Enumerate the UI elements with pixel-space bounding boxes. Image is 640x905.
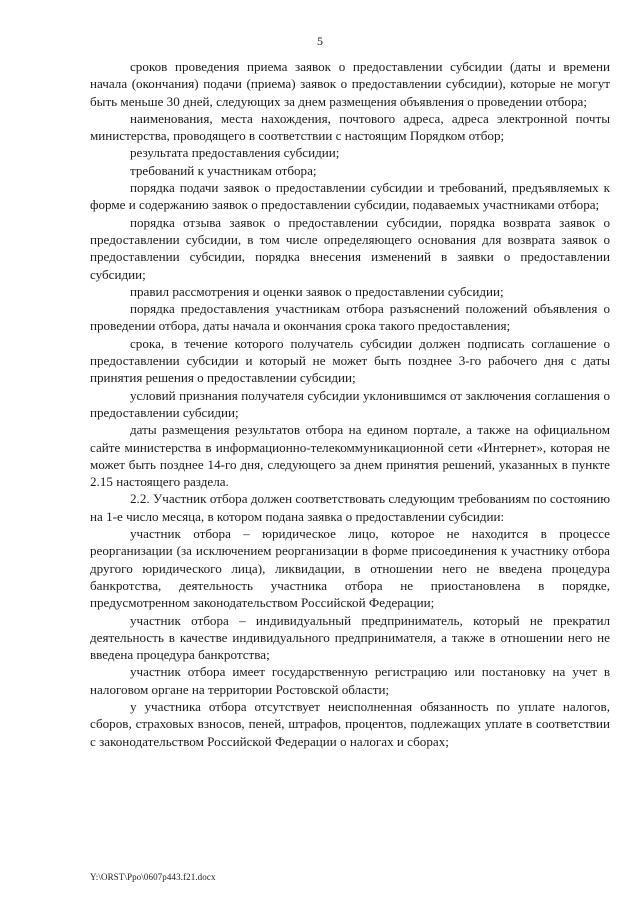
paragraph: порядка предоставления участникам отбора разъяснений положений объявления о проведении отбора, даты начала и окончания срока такого предоставления; [90, 301, 610, 334]
page-number: 5 [317, 34, 323, 48]
paragraph: даты размещения результатов отбора на едином портале, а также на официальном сайте министерства в информационно-телекоммуникационной сети «Интернет», которая не может быть позднее 14-го дня, следующего за днем принятия решений, указанных в пункте 2.15 настоящего раздела. [90, 422, 610, 490]
paragraph: участник отбора имеет государственную регистрацию или постановку на учет в налоговом органе на территории Ростовской области; [90, 664, 610, 697]
paragraph: у участника отбора отсутствует неисполненная обязанность по уплате налогов, сборов, страховых взносов, пеней, штрафов, процентов, подлежащих уплате в соответствии с законодательством Российской Федерации о налогах и сборах; [90, 698, 610, 749]
paragraph: сроков проведения приема заявок о предоставлении субсидии (даты и времени начала (окончания) подачи (приема) заявок о предоставлении субсидии), которые не могут быть меньше 30 дней, следующих за днем размещения объявления о проведении отбора; [90, 59, 610, 109]
paragraph: порядка подачи заявок о предоставлении субсидии и требований, предъявляемых к форме и содержанию заявок о предоставлении субсидии, подаваемых участниками отбора; [90, 180, 610, 213]
paragraph: участник отбора – юридическое лицо, которое не находится в процессе реорганизации (за исключением реорганизации в форме присоединения к участнику отбора другого юридического лица), ликвидации, в отношении него не введена процедура банкротства, деятельность участника отбора не приостановлена в порядке, предусмотренном законодательством Российской Федерации; [90, 526, 610, 611]
paragraph: участник отбора – индивидуальный предприниматель, который не прекратил деятельность в качестве индивидуального предпринимателя, а также в отношении него не введена процедура банкротства; [90, 612, 610, 663]
paragraph: правил рассмотрения и оценки заявок о предоставлении субсидии; [130, 283, 504, 299]
document-body [90, 58, 610, 750]
paragraph: наименования, места нахождения, почтового адреса, адреса электронной почты министерства, проводящего в соответствии с настоящим Порядком отбор; [90, 110, 610, 144]
footer-file-path: Y:\ORST\Ppo\0607p443.f21.docx [90, 872, 216, 882]
paragraph: требований к участникам отбора; [130, 162, 317, 178]
paragraph: порядка отзыва заявок о предоставлении субсидии, порядка возврата заявок о предоставлении субсидии, в том числе определяющего основания для возврата заявок о предоставлении субсидии, порядка внесения изменений в заявки о предоставлении субсидии; [90, 214, 610, 282]
paragraph: срока, в течение которого получатель субсидии должен подписать соглашение о предоставлении субсидии и который не может быть позднее 3-го рабочего дня с даты принятия решения о предоставлении субсидии; [90, 335, 610, 386]
section-paragraph: 2.2. Участник отбора должен соответствовать следующим требованиям по состоянию на 1-е число месяца, в котором подана заявка о предоставлении субсидии: [90, 491, 610, 524]
paragraph: условий признания получателя субсидии уклонившимся от заключения соглашения о предоставлении субсидии; [90, 387, 610, 420]
paragraph: результата предоставления субсидии; [130, 145, 340, 161]
